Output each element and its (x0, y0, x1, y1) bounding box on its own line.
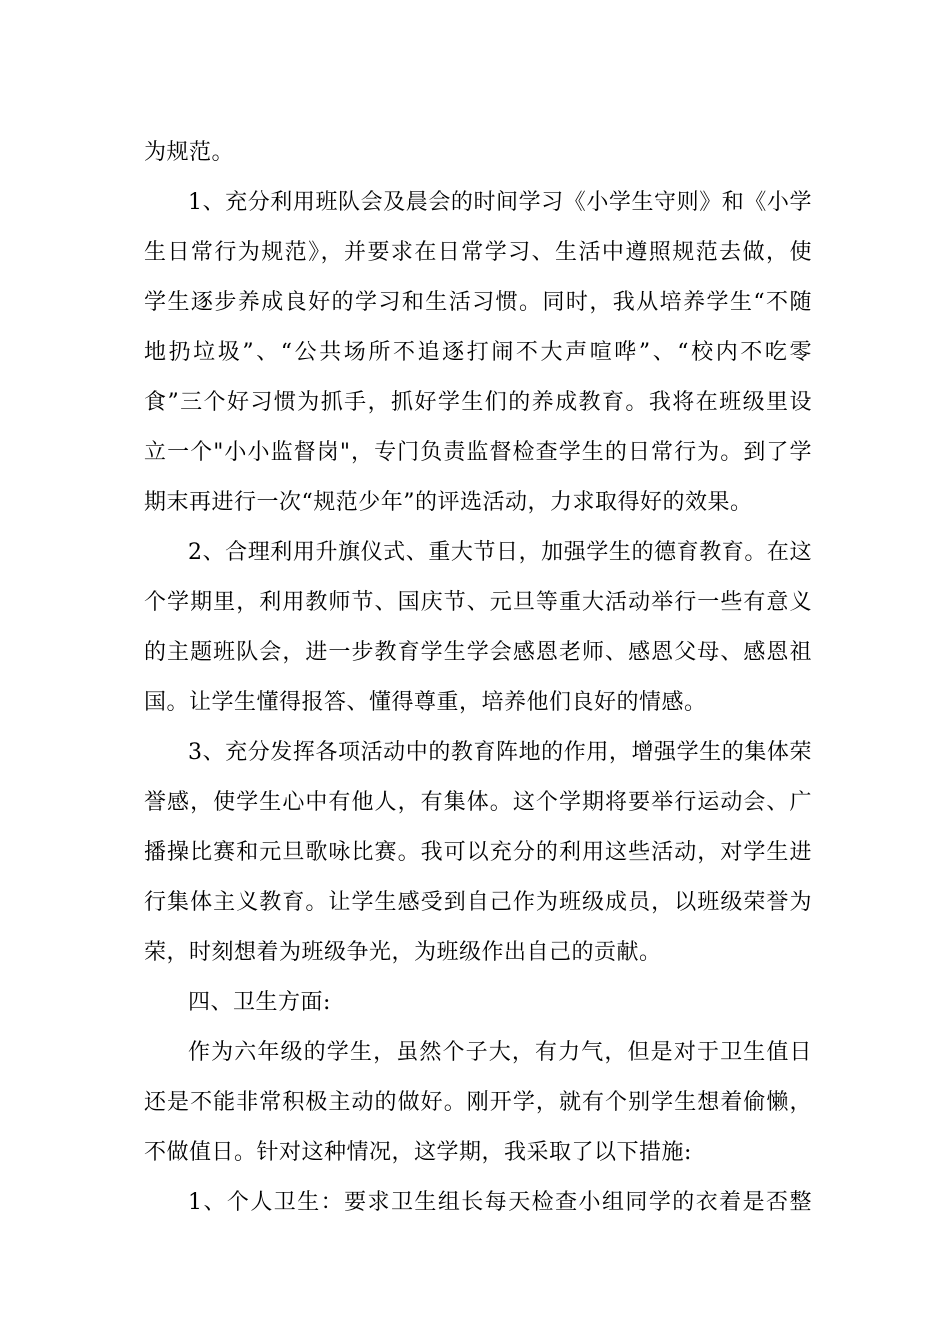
text-line: 生日常行为规范》，并要求在日常学习、生活中遵照规范去做，使 (144, 240, 812, 265)
text-line: 3、充分发挥各项活动中的教育阵地的作用，增强学生的集体荣 (188, 740, 812, 765)
text-line: 1、个人卫生：要求卫生组长每天检查小组同学的衣着是否整 (188, 1190, 812, 1215)
text-line: 食”三个好习惯为抓手，抓好学生们的养成教育。我将在班级里设 (144, 390, 812, 415)
text-line: 国。让学生懂得报答、懂得尊重，培养他们良好的情感。 (144, 690, 707, 715)
text-line: 的主题班队会，进一步教育学生学会感恩老师、感恩父母、感恩祖 (144, 640, 812, 665)
section-heading: 四、卫生方面: (188, 990, 331, 1015)
text-line: 荣，时刻想着为班级争光，为班级作出自己的贡献。 (144, 940, 662, 965)
text-line: 行集体主义教育。让学生感受到自己作为班级成员，以班级荣誉为 (144, 890, 812, 915)
text-line: 播操比赛和元旦歌咏比赛。我可以充分的利用这些活动，对学生进 (144, 840, 812, 865)
text-line: 立一个"小小监督岗"，专门负责监督检查学生的日常行为。到了学 (144, 440, 812, 465)
document-body (144, 128, 812, 1228)
text-line: 作为六年级的学生，虽然个子大，有力气，但是对于卫生值日 (188, 1040, 812, 1065)
text-line: 学生逐步养成良好的学习和生活习惯。同时，我从培养学生“不随 (144, 290, 812, 315)
text-line: 2、合理利用升旗仪式、重大节日，加强学生的德育教育。在这 (188, 540, 812, 565)
text-line: 誉感，使学生心中有他人，有集体。这个学期将要举行运动会、广 (144, 790, 812, 815)
text-line: 个学期里，利用教师节、国庆节、元旦等重大活动举行一些有意义 (144, 590, 812, 615)
text-line: 还是不能非常积极主动的做好。刚开学，就有个别学生想着偷懒， (144, 1090, 812, 1115)
text-line: 1、充分利用班队会及晨会的时间学习《小学生守则》和《小学 (188, 190, 812, 215)
text-line: 地扔垃圾”、“公共场所不追逐打闹不大声喧哗”、“校内不吃零 (144, 340, 812, 365)
text-line: 不做值日。针对这种情况，这学期，我采取了以下措施: (144, 1140, 692, 1165)
text-line: 为规范。 (144, 140, 235, 165)
text-line: 期末再进行一次“规范少年”的评选活动，力求取得好的效果。 (144, 490, 753, 515)
